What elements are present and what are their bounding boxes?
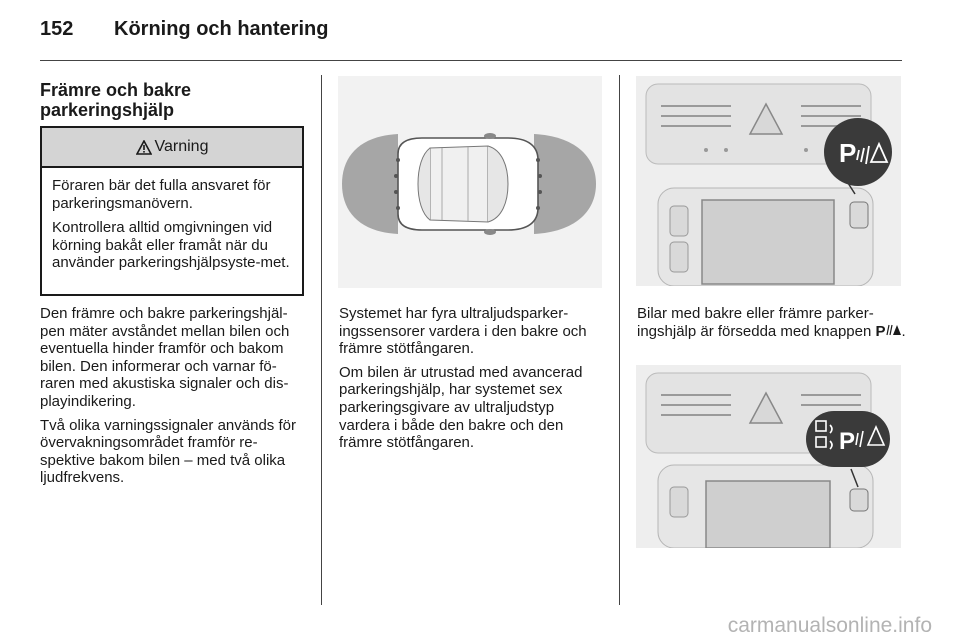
park-assist-symbol-icon: P: [875, 322, 886, 340]
warning-title: Varning: [154, 138, 209, 155]
park-assist-waves-icon: [886, 323, 902, 336]
page-header: [40, 18, 328, 41]
section-title: Främre och bakre parkeringshjälp: [40, 80, 192, 120]
body-paragraph: Om bilen är utrustad med avancerad parkeringshjälp, har systemet sex parkeringsgivare av ultraljudstyp vardera i både den bakre och den främre stötfångaren.: [339, 363, 583, 452]
column-divider: [619, 75, 620, 605]
watermark: carmanualsonline.info: [727, 614, 932, 637]
warning-body: [42, 168, 302, 272]
parking-sensor-diagram: [338, 76, 602, 288]
park-assist-button-label: P: [839, 138, 857, 168]
rear-sensor-zone: [342, 134, 398, 234]
warning-header: [42, 128, 302, 168]
car-top-view-icon: [398, 133, 538, 235]
front-sensor-zone: [534, 134, 596, 234]
body-paragraph: Två olika varningssignaler används för övervakningsområdet framför re-spektive bakom bilen – med två olika ljudfrekvens.: [40, 416, 296, 487]
column1-text: [40, 305, 304, 493]
warning-triangle-icon: [136, 140, 152, 155]
paragraph-end: .: [901, 322, 906, 340]
header-rule: [40, 60, 902, 61]
body-paragraph-text: Bilar med bakre eller främre parker-ingshjälp är försedda med knappen: [637, 305, 874, 340]
infotainment-screen: [702, 200, 834, 284]
park-assist-button-label: P: [839, 428, 856, 455]
chapter-title: Körning och hantering: [114, 18, 329, 40]
body-paragraph: Den främre och bakre parkeringshjäl-pen mäter avståndet mellan bilen och eventuella hinder framför och bakom bilen. Den informerar och varnar fö-raren med akustiska signaler och dis-playindikering.: [40, 305, 290, 410]
warning-box: [40, 126, 304, 296]
dashboard-button-figure-bottom: [636, 365, 901, 548]
column2-text: [339, 305, 609, 458]
page-number: 152: [40, 18, 74, 40]
body-paragraph: Systemet har fyra ultraljudsparker-ingssensorer vardera i den bakre och främre stötfångaren.: [339, 305, 587, 358]
warning-paragraph: Föraren bär det fulla ansvaret för parkeringsmanövern.: [52, 177, 271, 212]
column-divider: [321, 75, 322, 605]
warning-paragraph: Kontrollera alltid omgivningen vid körning bakåt eller framåt när du använder parkeringshjälpsyste-met.: [52, 219, 290, 271]
dashboard-button-figure-top: [636, 76, 901, 286]
infotainment-screen: [706, 481, 830, 548]
column3-text: [637, 305, 907, 346]
body-paragraph: [637, 305, 907, 340]
